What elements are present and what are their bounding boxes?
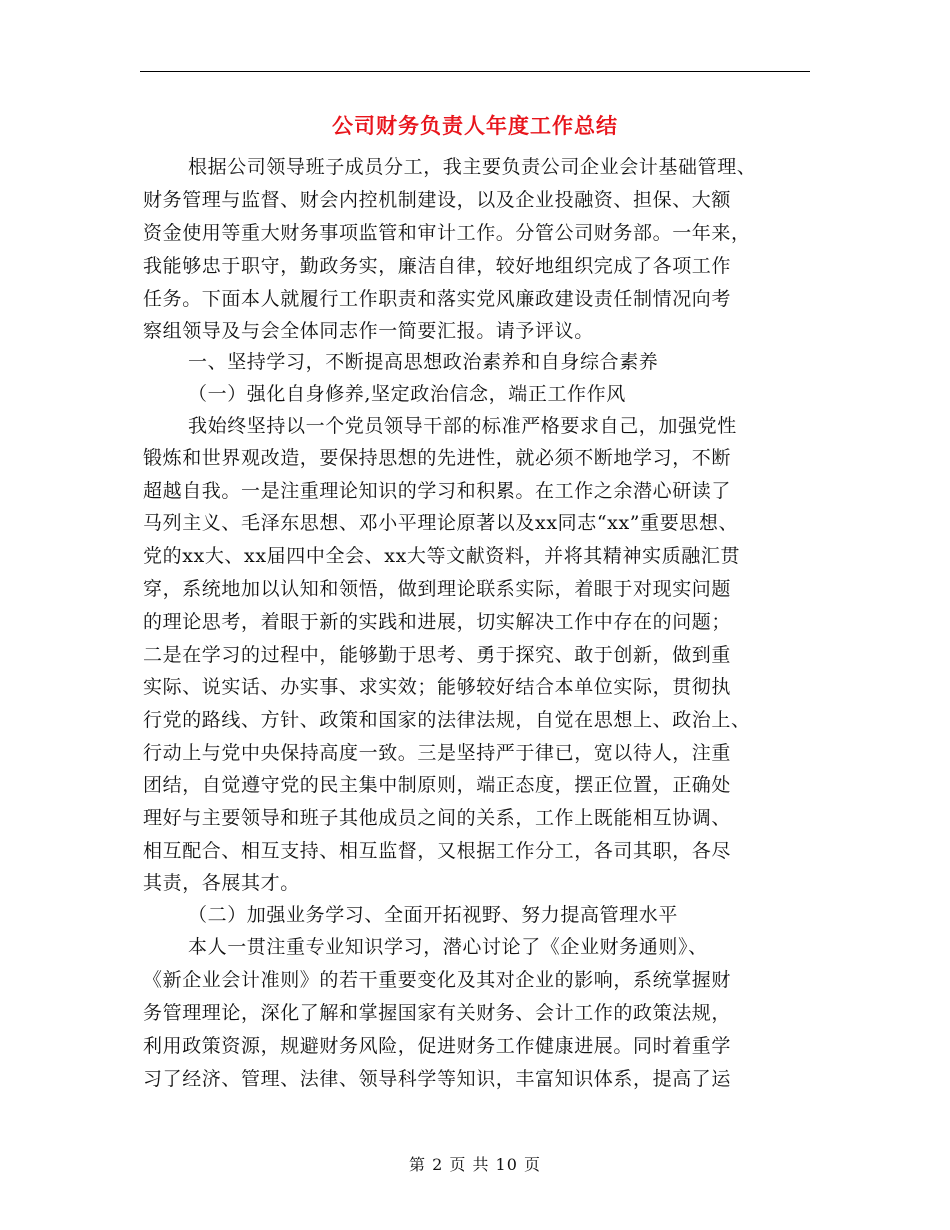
paragraph-line: 其责，各展其才。 xyxy=(143,872,300,894)
paragraph-line: 实际、说实话、办实事、求实效；能够较好结合本单位实际，贯彻执 xyxy=(143,676,732,698)
paragraph-line: 二是在学习的过程中，能够勤于思考、勇于探究、敢于创新，做到重 xyxy=(143,644,732,666)
paragraph-line: 务管理理论，深化了解和掌握国家有关财务、会计工作的政策法规， xyxy=(143,1002,732,1024)
paragraph-line: 行党的路线、方针、政策和国家的法律法规，自觉在思想上、政治上、 xyxy=(143,709,751,731)
paragraph-line: 理好与主要领导和班子其他成员之间的关系，工作上既能相互协调、 xyxy=(143,807,732,829)
paragraph-line: 我能够忠于职守，勤政务实，廉洁自律，较好地组织完成了各项工作 xyxy=(143,255,732,277)
section-heading: 一、坚持学习，不断提高思想政治素养和自身综合素养 xyxy=(188,351,659,373)
paragraph-line: 本人一贯注重专业知识学习，潜心讨论了《企业财务通则》、 xyxy=(188,936,708,958)
subsection-heading: （一）强化自身修养,坚定政治信念，端正工作作风 xyxy=(188,383,626,405)
paragraph-line: 我始终坚持以一个党员领导干部的标准严格要求自己，加强党性 xyxy=(188,415,737,437)
header-rule xyxy=(140,71,810,72)
paragraph-line: 超越自我。一是注重理论知识的学习和积累。在工作之余潜心研读了 xyxy=(143,480,732,502)
paragraph-line: 《新企业会计准则》的若干重要变化及其对企业的影响，系统掌握财 xyxy=(143,969,732,991)
paragraph-line: 的理论思考，着眼于新的实践和进展，切实解决工作中存在的问题； xyxy=(143,611,732,633)
paragraph-line: 察组领导及与会全体同志作一简要汇报。请予评议。 xyxy=(143,320,594,342)
page-number: 第 2 页 共 10 页 xyxy=(409,1155,541,1174)
paragraph-line: 利用政策资源，规避财务风险，促进财务工作健康进展。同时着重学 xyxy=(143,1035,732,1057)
paragraph-line: 财务管理与监督、财会内控机制建设，以及企业投融资、担保、大额 xyxy=(143,189,732,211)
document-title: 公司财务负责人年度工作总结 xyxy=(332,113,618,138)
paragraph-line: 相互配合、相互支持、相互监督，又根据工作分工，各司其职，各尽 xyxy=(143,840,732,862)
paragraph-line: 资金使用等重大财务事项监管和审计工作。分管公司财务部。一年来， xyxy=(143,222,751,244)
paragraph-line: 习了经济、管理、法律、领导科学等知识，丰富知识体系，提高了运 xyxy=(143,1068,732,1090)
subsection-heading: （二）加强业务学习、全面开拓视野、努力提高管理水平 xyxy=(188,904,679,926)
paragraph-line: 锻炼和世界观改造，要保持思想的先进性，就必须不断地学习，不断 xyxy=(143,447,732,469)
paragraph-line: 马列主义、毛泽东思想、邓小平理论原著以及xx同志“xx”重要思想、 xyxy=(143,512,739,534)
paragraph-line: 行动上与党中央保持高度一致。三是坚持严于律已，宽以待人，注重 xyxy=(143,742,732,764)
paragraph-line: 党的xx大、xx届四中全会、xx大等文献资料，并将其精神实质融汇贯 xyxy=(143,545,741,567)
paragraph-line: 穿，系统地加以认知和领悟，做到理论联系实际，着眼于对现实问题 xyxy=(143,578,732,600)
paragraph-line: 任务。下面本人就履行工作职责和落实党风廉政建设责任制情况向考 xyxy=(143,288,732,310)
paragraph-line: 团结，自觉遵守党的民主集中制原则，端正态度，摆正位置，正确处 xyxy=(143,774,732,796)
paragraph-line: 根据公司领导班子成员分工，我主要负责公司企业会计基础管理、 xyxy=(188,156,757,178)
